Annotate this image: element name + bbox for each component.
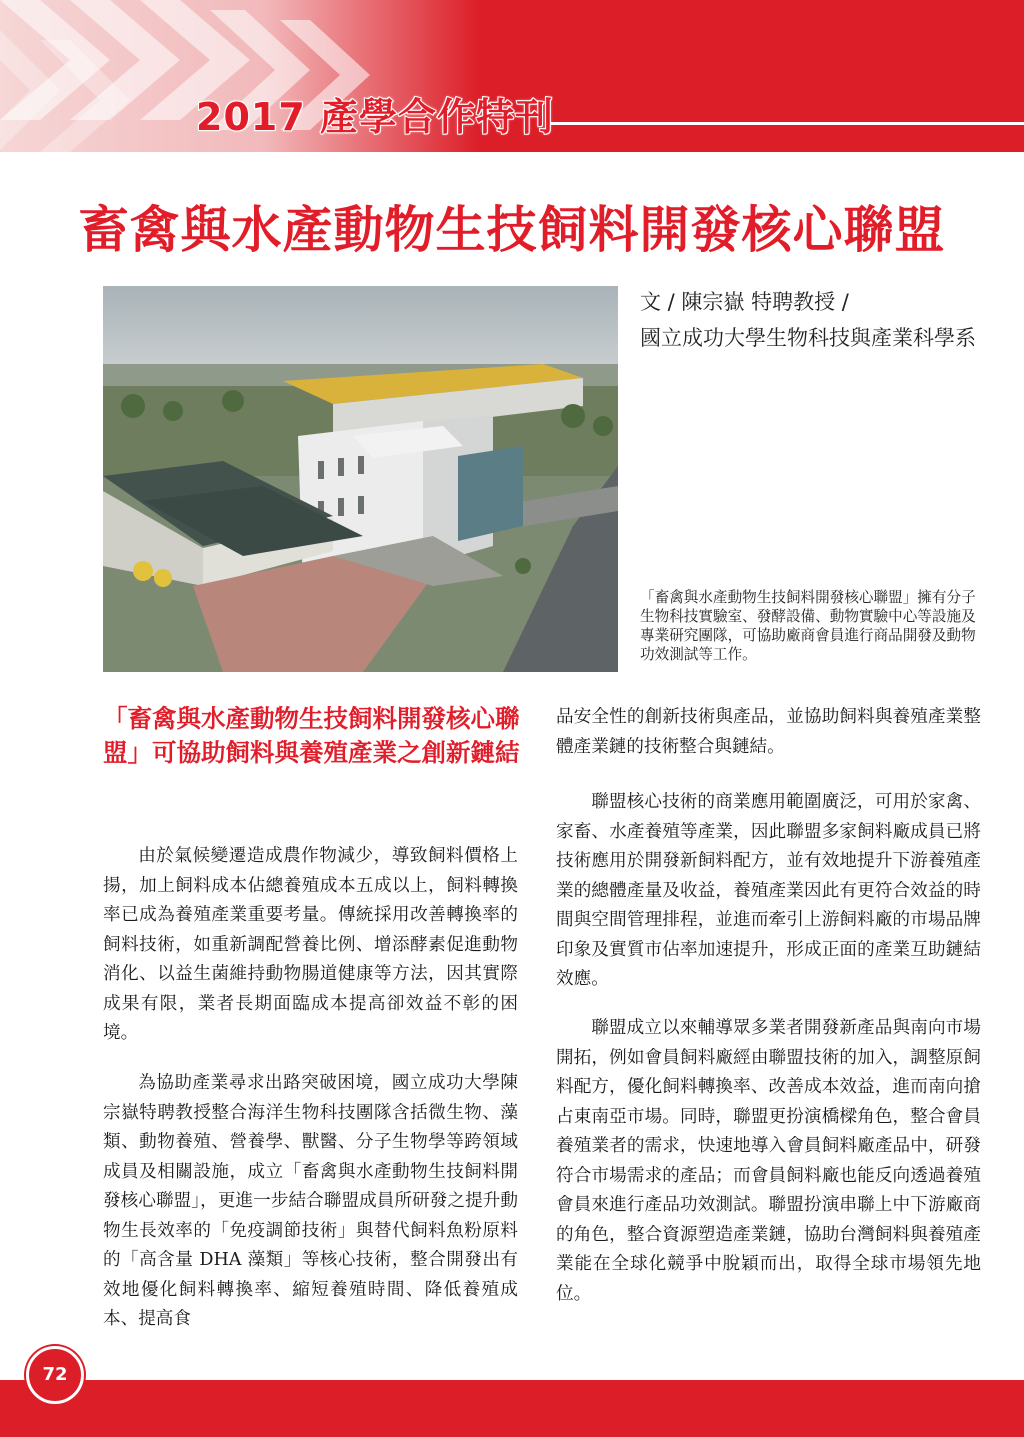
article-title: 畜禽與水產動物生技飼料開發核心聯盟 [78, 201, 946, 259]
body-paragraph-2: 為協助產業尋求出路突破困境，國立成功大學陳宗嶽特聘教授整合海洋生物科技團隊含括微生物、藻類、動物養殖、營養學、獸醫、分子生物學等跨領域成員及相關設施，成立「畜禽與水產動物生技飼料開發核心聯盟」，更進一步結合聯盟成員所研發之提升動物生長效率的「免疫調節技術」與替代飼料魚粉原料的「高含量 DHA 藻類」等核心技術，整合開發出有效地優化飼料轉換率、縮短養殖時間、降低養殖成本、提高食 [103, 1073, 518, 1329]
body-paragraph-3: 品安全性的創新技術與產品，並協助飼料與養殖產業整體產業鏈的技術整合與鏈結。 [556, 707, 981, 757]
author-line: 文 / 陳宗嶽 特聘教授 / [640, 290, 849, 314]
page-number: 72 [26, 1346, 84, 1404]
section-subheading: 「畜禽與水產動物生技飼料開發核心聯盟」可協助飼料與養殖產業之創新鏈結 [103, 704, 520, 767]
body-paragraph-4: 聯盟核心技術的商業應用範圍廣泛，可用於家禽、家畜、水產養殖等產業，因此聯盟多家飼料廠成員已將技術應用於開發新飼料配方，並有效地提升下游養殖產業的總體產量及收益，養殖產業因此有更符合效益的時間與空間管理排程，並進而牽引上游飼料廠的市場品牌印象及實質市佔率加速提升，形成正面的產業互助鏈結效應。 [556, 792, 981, 989]
footer-rule [0, 1376, 1024, 1379]
header-rule [548, 122, 1024, 125]
header-banner [0, 0, 1024, 152]
body-paragraph-1: 由於氣候變遷造成農作物減少，導致飼料價格上揚，加上飼料成本佔總養殖成本五成以上，飼料轉換率已成為養殖產業重要考量。傳統採用改善轉換率的飼料技術，如重新調配營養比例、增添酵素促進動物消化、以益生菌維持動物腸道健康等方法，因其實際成果有限，業者長期面臨成本提高卻效益不彰的困境。 [103, 846, 518, 1043]
photo-caption: 「畜禽與水產動物生技飼料開發核心聯盟」擁有分子生物科技實驗室、發酵設備、動物實驗中心等設施及專業研究團隊，可協助廠商會員進行商品開發及動物功效測試等工作。 [640, 589, 976, 663]
footer-bar [0, 1380, 1024, 1437]
body-paragraph-5: 聯盟成立以來輔導眾多業者開發新產品與南向市場開拓，例如會員飼料廠經由聯盟技術的加入，調整原飼料配方，優化飼料轉換率、改善成本效益，進而南向搶占東南亞市場。同時，聯盟更扮演橋樑角色，整合會員養殖業者的需求，快速地導入會員飼料廠產品中，研發符合市場需求的產品；而會員飼料廠也能反向透過養殖會員來進行產品功效測試。聯盟扮演串聯上中下游廠商的角色，整合資源塑造產業鏈，協助台灣飼料與養殖產業能在全球化競爭中脫穎而出，取得全球市場領先地位。 [556, 1018, 981, 1304]
author-affiliation: 國立成功大學生物科技與產業科學系 [640, 326, 976, 350]
banner-title: 2017 產學合作特刊 [196, 95, 554, 139]
facility-aerial-photo [103, 286, 618, 672]
